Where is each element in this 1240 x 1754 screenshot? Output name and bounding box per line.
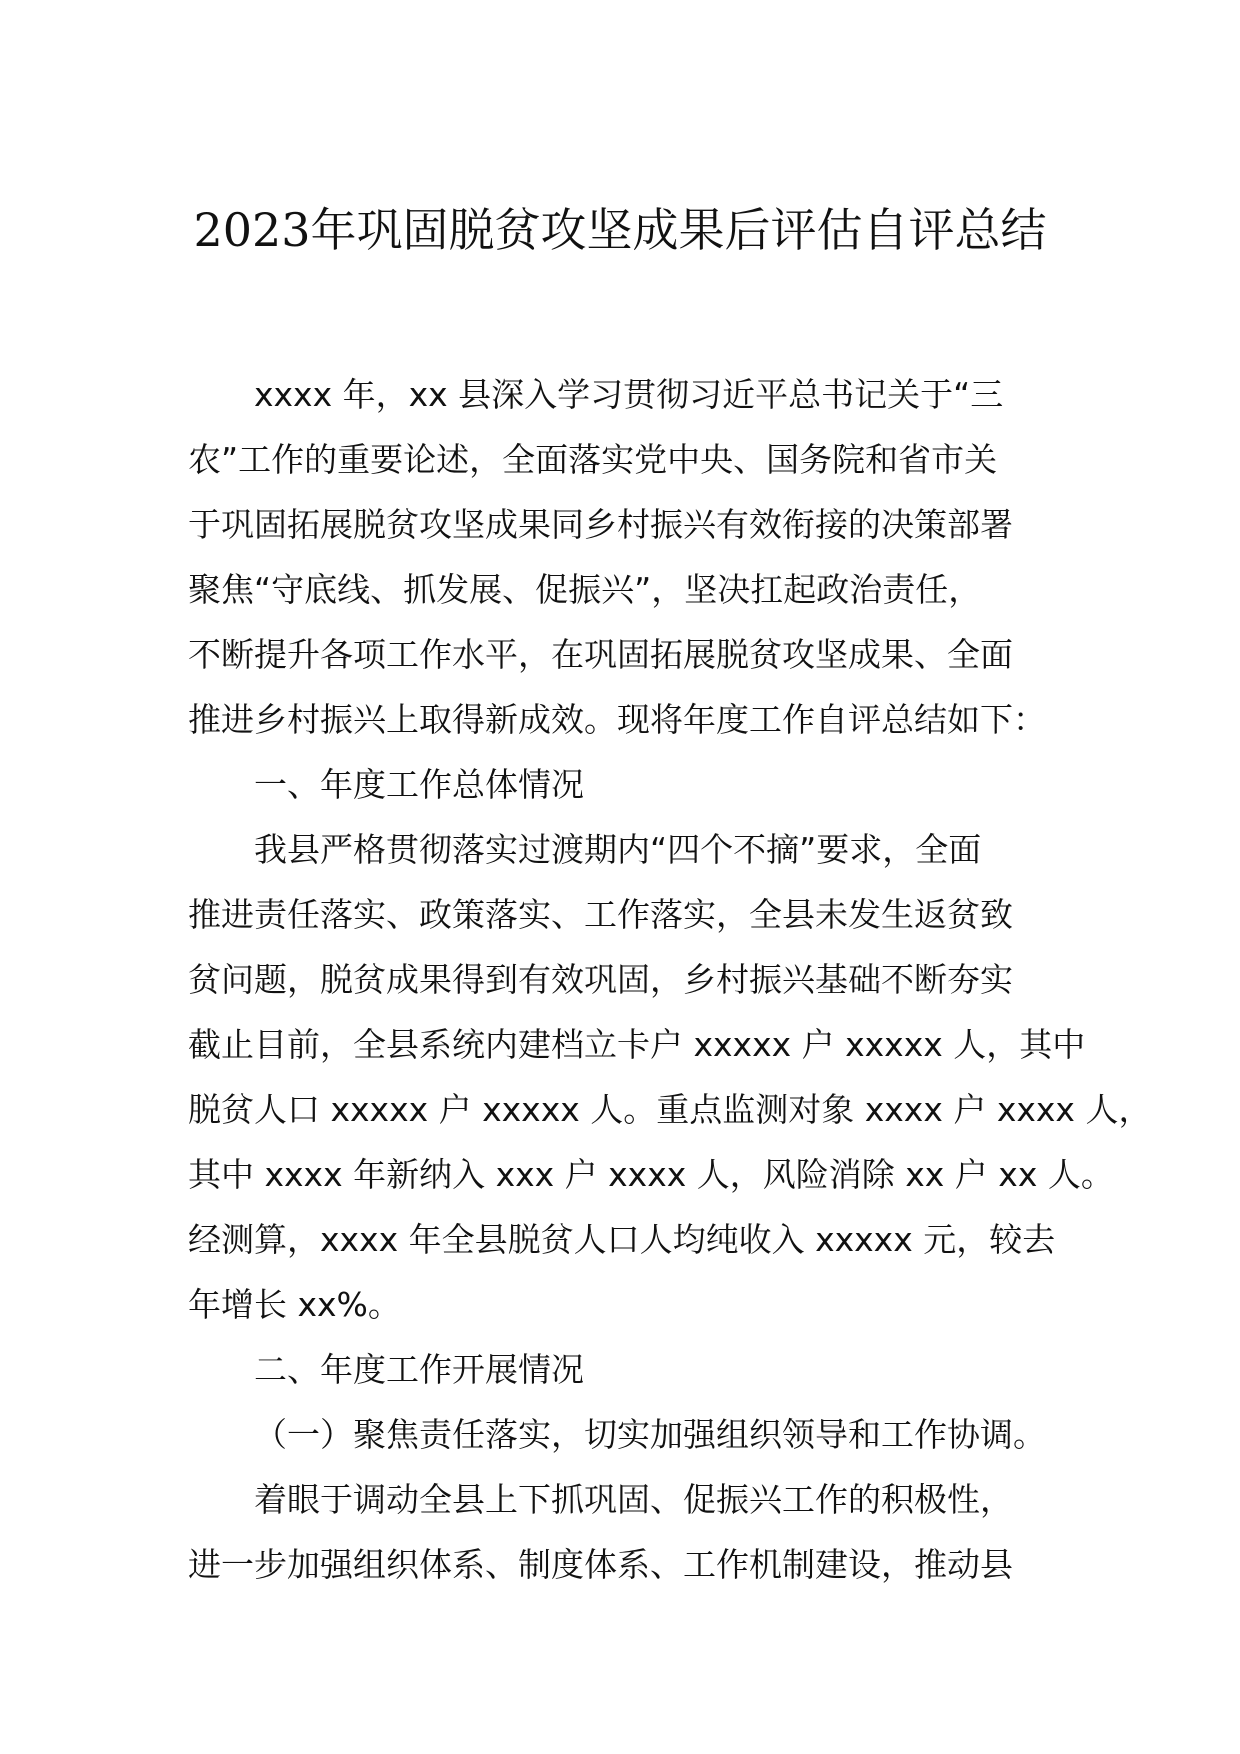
body-line: 经测算，xxxx 年全县脱贫人口人均纯收入 xxxxx 元，较去 <box>188 1220 1056 1259</box>
body-line: 脱贫人口 xxxxx 户 xxxxx 人。重点监测对象 xxxx 户 xxxx 人， <box>188 1090 1152 1129</box>
section-heading: 二、年度工作开展情况 <box>254 1350 584 1389</box>
body-line: 于巩固拓展脱贫攻坚成果同乡村振兴有效衔接的决策部署 <box>188 505 1013 544</box>
body-line: xxxx 年，xx 县深入学习贯彻习近平总书记关于“三 <box>254 375 1004 414</box>
document-body <box>188 362 1152 1597</box>
body-line: 着眼于调动全县上下抓巩固、促振兴工作的积极性， <box>254 1480 1013 1519</box>
body-line: 推进责任落实、政策落实、工作落实，全县未发生返贫致 <box>188 895 1013 934</box>
body-line: 农”工作的重要论述，全面落实党中央、国务院和省市关 <box>188 440 998 479</box>
body-line: 年增长 xx%。 <box>188 1285 401 1324</box>
body-line: 不断提升各项工作水平，在巩固拓展脱贫攻坚成果、全面 <box>188 635 1013 674</box>
section-heading: 一、年度工作总体情况 <box>254 765 584 804</box>
body-line: 聚焦“守底线、抓发展、促振兴”，坚决扛起政治责任， <box>188 570 982 609</box>
subsection-heading: （一）聚焦责任落实，切实加强组织领导和工作协调。 <box>254 1415 1046 1454</box>
body-line: 截止目前，全县系统内建档立卡户 xxxxx 户 xxxxx 人，其中 <box>188 1025 1086 1064</box>
body-line: 推进乡村振兴上取得新成效。现将年度工作自评总结如下： <box>188 700 1046 739</box>
body-line: 贫问题，脱贫成果得到有效巩固，乡村振兴基础不断夯实 <box>188 960 1013 999</box>
document-title: 2023年巩固脱贫攻坚成果后评估自评总结 <box>193 203 1047 257</box>
body-line: 进一步加强组织体系、制度体系、工作机制建设，推动县 <box>188 1545 1013 1584</box>
body-line: 其中 xxxx 年新纳入 xxx 户 xxxx 人，风险消除 xx 户 xx 人。 <box>188 1155 1114 1194</box>
body-line: 我县严格贯彻落实过渡期内“四个不摘”要求，全面 <box>254 830 982 869</box>
